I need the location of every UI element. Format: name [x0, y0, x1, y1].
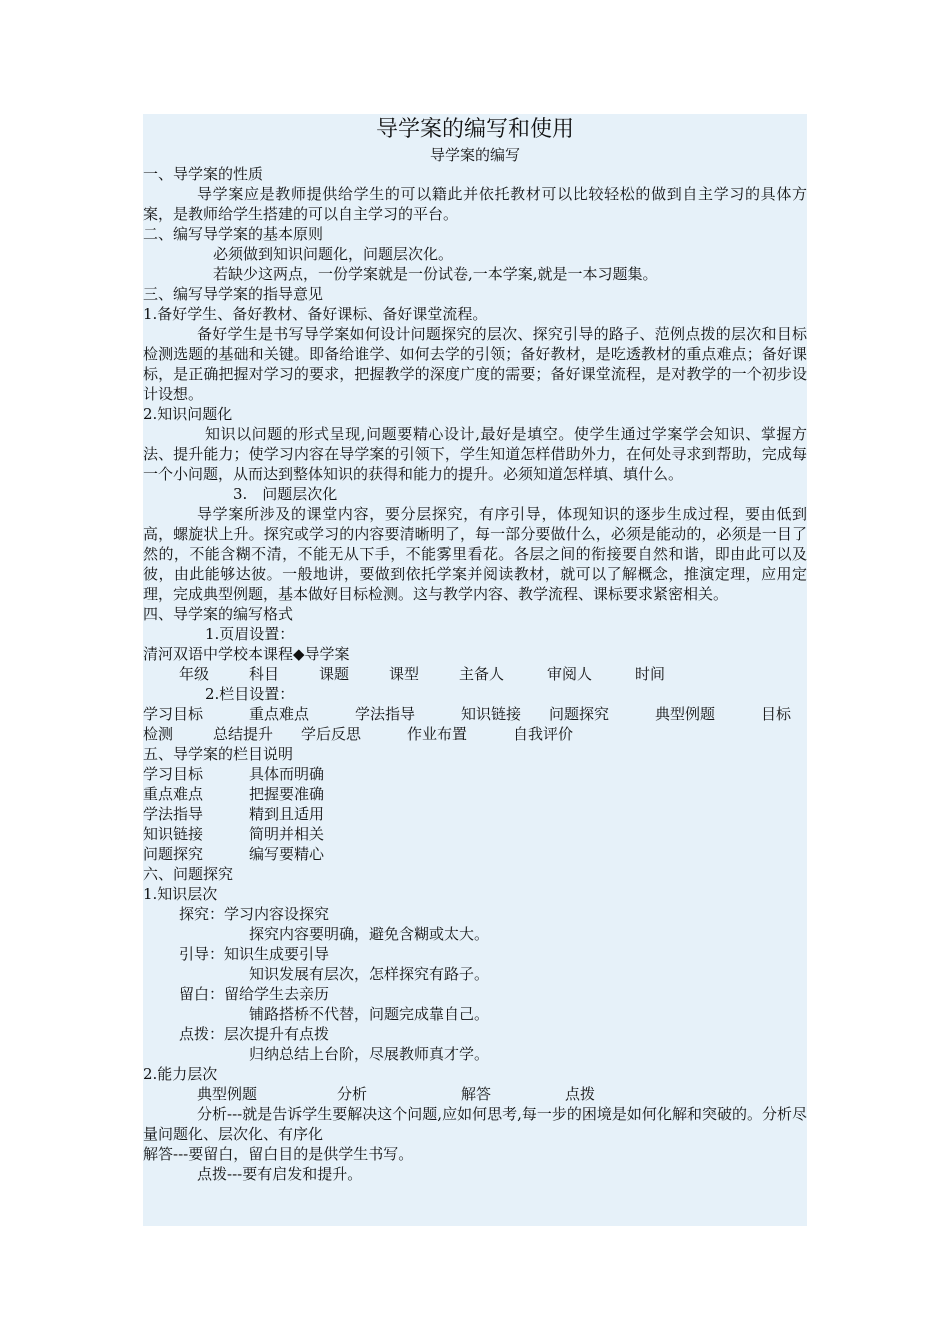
knowledge-item-detail: 知识发展有层次，怎样探究有路子。: [249, 965, 490, 983]
section-3-paragraph-1: 备好学生是书写导学案如何设计问题探究的层次、探究引导的路子、范例点拨的层次和目标检测选题的基础和关键。即备给谁学、如何去学的引领；备好教材，是吃透教材的重点难点；备好课标，是正确把握对学习的要求，把握教学的深度广度的需要；备好课堂流程，是对教学的一个初步设计设想。: [143, 325, 807, 403]
column-name: 问题探究: [549, 705, 610, 723]
knowledge-item-label: 留白：留给学生去亲历: [179, 985, 330, 1003]
header-field: 审阅人: [547, 665, 593, 683]
column-name: 典型例题: [655, 705, 716, 723]
column-description-row: [143, 804, 807, 824]
column-description-text: 编写要精心: [249, 845, 325, 863]
analysis-paragraph: 分析---就是告诉学生要解决这个问题,应如何思考,每一步的困境是如何化解和突破的。分析尽量问题化、层次化、有序化: [143, 1105, 807, 1143]
ability-levels-row: [143, 1084, 807, 1104]
column-description-text: 具体而明确: [249, 765, 325, 783]
columns-row-2: [143, 724, 807, 744]
columns-row-1: [143, 704, 807, 724]
school-header-line: 清河双语中学校本课程◆导学案: [143, 645, 350, 663]
column-description-name: 问题探究: [143, 845, 204, 863]
column-description-name: 知识链接: [143, 825, 204, 843]
section-2-line-2: 若缺少这两点，一份学案就是一份试卷,一本学案,就是一本习题集。: [213, 265, 658, 283]
section-3-subheading-2: 2.知识问题化: [143, 405, 233, 423]
document-page: [143, 114, 807, 1226]
column-description-name: 学习目标: [143, 765, 204, 783]
column-description-row: [143, 824, 807, 844]
section-3-subheading-3: 3. 问题层次化: [233, 485, 338, 503]
column-description-text: 把握要准确: [249, 785, 325, 803]
section-2-heading: 二、编写导学案的基本原则: [143, 225, 324, 243]
section-5-heading: 五、导学案的栏目说明: [143, 745, 294, 763]
section-1-paragraph: 导学案应是教师提供给学生的可以籍此并依托教材可以比较轻松的做到自主学习的具体方案，是教师给学生搭建的可以自主学习的平台。: [143, 185, 807, 223]
header-field: 主备人: [459, 665, 505, 683]
column-name: 总结提升: [213, 725, 274, 743]
header-field: 科目: [249, 665, 280, 683]
answer-line: 解答---要留白，留白目的是供学生书写。: [143, 1145, 414, 1163]
column-description-text: 精到且适用: [249, 805, 325, 823]
section-1-heading: 一、导学案的性质: [143, 165, 264, 183]
column-name: 作业布置: [407, 725, 468, 743]
header-field: 时间: [635, 665, 666, 683]
section-6-subheading-1: 1.知识层次: [143, 885, 218, 903]
knowledge-item-detail: 铺路搭桥不代替，问题完成靠自己。: [249, 1005, 490, 1023]
ability-level: 点拨: [565, 1085, 596, 1103]
column-description-row: [143, 784, 807, 804]
column-name: 目标: [761, 705, 792, 723]
ability-level: 典型例题: [197, 1085, 258, 1103]
section-4-subheading-1: 1.页眉设置：: [205, 625, 295, 643]
section-3-paragraph-2: 知识以问题的形式呈现,问题要精心设计,最好是填空。使学生通过学案学会知识、掌握方法、提升能力；使学习内容在导学案的引领下，学生知道怎样借助外力，在何处寻求到帮助，完成每一个小问题，从而达到整体知识的获得和能力的提升。必须知道怎样填、填什么。: [143, 425, 807, 483]
section-3-heading: 三、编写导学案的指导意见: [143, 285, 324, 303]
section-3-paragraph-3: 导学案所涉及的课堂内容，要分层探究，有序引导，体现知识的逐步生成过程，要由低到高，螺旋状上升。探究或学习的内容要清晰明了，每一部分要做什么，必须是能动的，必须是一目了然的，不能含糊不清，不能无从下手，不能雾里看花。各层之间的衔接要自然和谐，即由此可以及彼，由此能够达彼。一般地讲，要做到依托学案并阅读教材，就可以了解概念，推演定理，应用定理，完成典型例题，基本做好目标检测。这与教学内容、教学流程、课标要求紧密相关。: [143, 505, 807, 603]
section-6-subheading-2: 2.能力层次: [143, 1065, 218, 1083]
section-2-line-1: 必须做到知识问题化，问题层次化。: [213, 245, 454, 263]
document-title: 导学案的编写和使用: [375, 117, 574, 142]
section-6-heading: 六、问题探究: [143, 865, 234, 883]
knowledge-item-label: 探究：学习内容设探究: [179, 905, 330, 923]
hint-line: 点拨---要有启发和提升。: [197, 1165, 363, 1183]
header-field: 课题: [319, 665, 350, 683]
header-field: 课型: [389, 665, 420, 683]
section-4-subheading-2: 2.栏目设置：: [205, 685, 295, 703]
column-name: 学后反思: [301, 725, 362, 743]
ability-level: 解答: [461, 1085, 492, 1103]
knowledge-item-label: 点拨：层次提升有点拨: [179, 1025, 330, 1043]
column-name: 自我评价: [513, 725, 574, 743]
document-subtitle: 导学案的编写: [429, 146, 520, 164]
section-4-heading: 四、导学案的编写格式: [143, 605, 294, 623]
column-description-name: 学法指导: [143, 805, 204, 823]
knowledge-item-detail: 归纳总结上台阶，尽展教师真才学。: [249, 1045, 490, 1063]
header-field: 年级: [179, 665, 210, 683]
column-description-name: 重点难点: [143, 785, 204, 803]
ability-level: 分析: [337, 1085, 368, 1103]
knowledge-item-label: 引导：知识生成要引导: [179, 945, 330, 963]
column-description-row: [143, 764, 807, 784]
column-name: 知识链接: [461, 705, 522, 723]
column-description-text: 简明并相关: [249, 825, 325, 843]
column-name: 检测: [143, 725, 174, 743]
section-3-subheading-1: 1.备好学生、备好教材、备好课标、备好课堂流程。: [143, 305, 488, 323]
header-fields-row: [143, 664, 807, 684]
column-name: 重点难点: [249, 705, 310, 723]
column-description-row: [143, 844, 807, 864]
knowledge-item-detail: 探究内容要明确，避免含糊或太大。: [249, 925, 490, 943]
column-name: 学习目标: [143, 705, 204, 723]
column-name: 学法指导: [355, 705, 416, 723]
